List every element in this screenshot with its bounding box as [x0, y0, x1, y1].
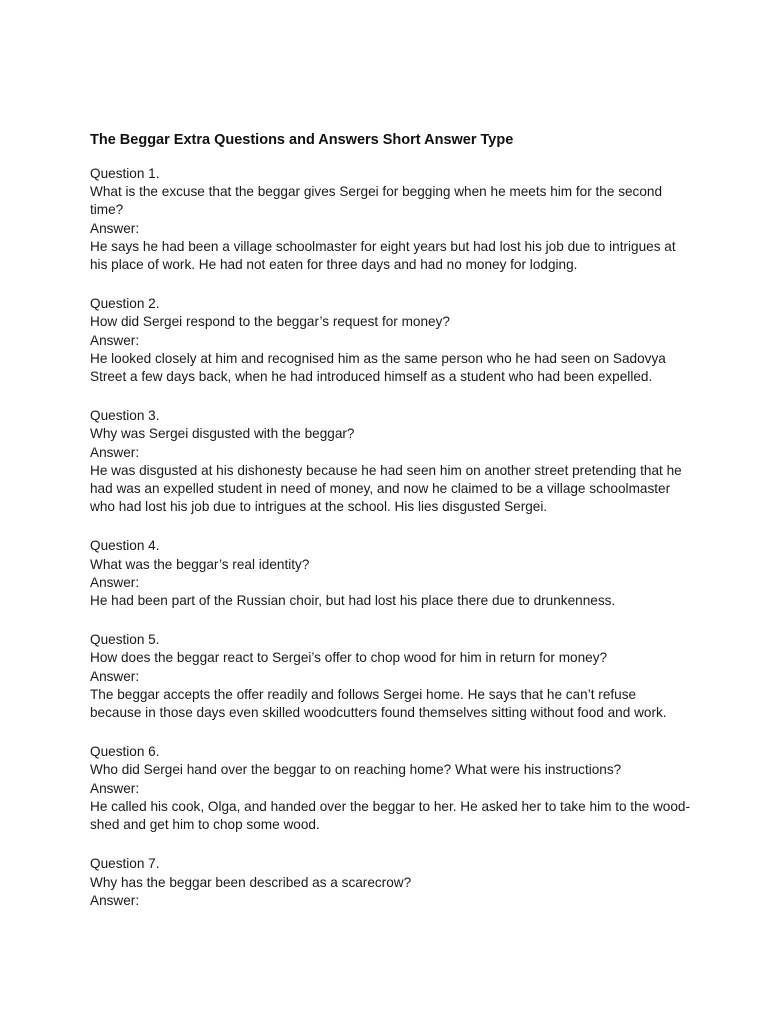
- qa-item-1: [90, 165, 690, 274]
- question-number: Question 5.: [90, 632, 160, 648]
- answer-text: The beggar accepts the offer readily and follows Sergei home. He says that he can’t refuse because in those days even skilled woodcutters found themselves sitting without food and work.: [90, 686, 667, 721]
- qa-item-2: [90, 295, 690, 386]
- answer-label: Answer:: [90, 332, 140, 348]
- qa-item-4: [90, 537, 690, 610]
- answer-text: He was disgusted at his dishonesty because he had seen him on another street pretending that he had was an expelled student in need of money, and now he claimed to be a village schoolmaster who had lost his job due to intrigues at the school. His lies disgusted Sergei.: [90, 462, 682, 515]
- question-number: Question 1.: [90, 166, 160, 181]
- document-page: [90, 131, 690, 931]
- document-title: The Beggar Extra Questions and Answers Short Answer Type: [90, 132, 514, 148]
- question-number: Question 4.: [90, 538, 160, 554]
- answer-label: Answer:: [90, 892, 140, 908]
- qa-item-3: [90, 407, 690, 516]
- answer-text: He called his cook, Olga, and handed over the beggar to her. He asked her to take him to the wood-shed and get him to chop some wood.: [90, 798, 691, 833]
- answer-text: He looked closely at him and recognised him as the same person who he had seen on Sadovya Street a few days back, when he had introduced himself as a student who had been expelled.: [90, 350, 666, 385]
- question-text: Why was Sergei disgusted with the beggar?: [90, 426, 355, 442]
- answer-label: Answer:: [90, 444, 140, 460]
- question-text: How does the beggar react to Sergei’s offer to chop wood for him in return for money?: [90, 650, 608, 666]
- question-text: What is the excuse that the beggar gives Sergei for begging when he meets him for the second time?: [90, 184, 663, 218]
- question-text: What was the beggar’s real identity?: [90, 556, 310, 572]
- answer-label: Answer:: [90, 780, 140, 796]
- question-number: Question 2.: [90, 296, 160, 312]
- qa-item-7: [90, 855, 690, 910]
- answer-label: Answer:: [90, 220, 140, 236]
- answer-label: Answer:: [90, 668, 140, 684]
- question-text: How did Sergei respond to the beggar’s request for money?: [90, 314, 450, 330]
- answer-label: Answer:: [90, 574, 140, 590]
- question-number: Question 6.: [90, 744, 160, 760]
- question-number: Question 7.: [90, 856, 160, 872]
- question-text: Why has the beggar been described as a scarecrow?: [90, 874, 412, 890]
- answer-text: He had been part of the Russian choir, but had lost his place there due to drunkenness.: [90, 593, 616, 609]
- question-number: Question 3.: [90, 408, 160, 424]
- answer-text: He says he had been a village schoolmaster for eight years but had lost his job due to intrigues at his place of work. He had not eaten for three days and had no money for lodging.: [90, 238, 676, 273]
- question-text: Who did Sergei hand over the beggar to on reaching home? What were his instructions?: [90, 762, 622, 778]
- qa-item-5: [90, 631, 690, 722]
- qa-item-6: [90, 743, 690, 834]
